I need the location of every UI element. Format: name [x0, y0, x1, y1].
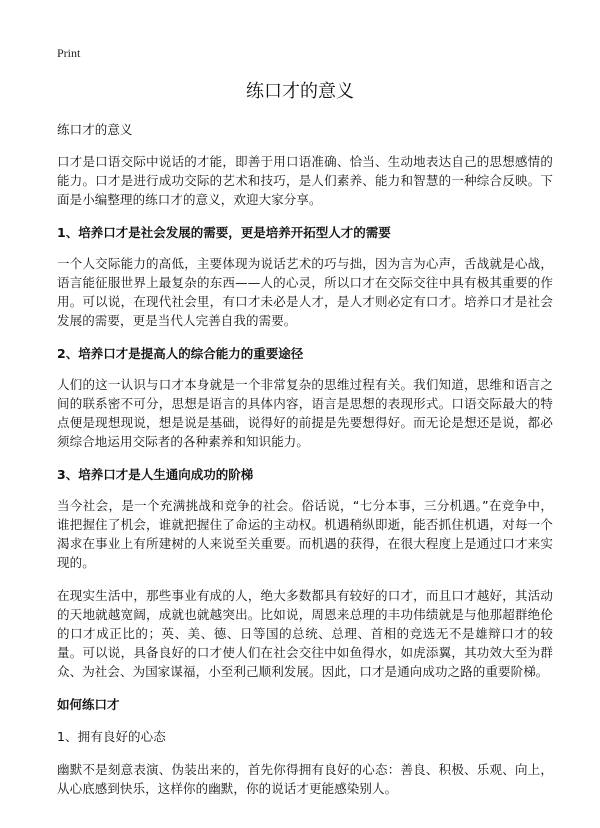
article-subtitle: 练口才的意义 — [57, 122, 133, 137]
article-body — [57, 120, 553, 798]
article-title: 练口才的意义 — [246, 81, 354, 102]
how-to-heading: 如何练口才 — [57, 697, 120, 712]
how-to-item-1-text: 幽默不是刻意表演、伪装出来的，首先你得拥有良好的心态：善良、积极、乐观、向上，从心底感到快乐，这样你的幽默，你的说话才更能感染别人。 — [57, 762, 553, 796]
intro-paragraph: 口才是口语交际中说话的才能，即善于用口语准确、恰当、生动地表达自己的思想感情的能力。口才是进行成功交际的艺术和技巧，是人们素养、能力和智慧的一种综合反映。下面是小编整理的练口才的意义，欢迎大家分享。 — [57, 154, 553, 207]
section-3-paragraph-2: 在现实生活中，那些事业有成的人，绝大多数都具有较好的口才，而且口才越好，其活动的天地就越宽阔，成就也就越突出。比如说，周恩来总理的丰功伟绩就是与他那超群绝伦的口才成正比的；英、美、德、日等国的总统、总理、首相的竞选无不是雄辩口才的较量。可以说，具备良好的口才使人们在社会交往中如鱼得水，如虎添翼，其功效大至为群众、为社会、为国家谋福，小至利己顺利发展。因此，口才是通向成功之路的重要阶梯。 — [57, 588, 553, 679]
section-3-heading: 3、培养口才是人生通向成功的阶梯 — [57, 467, 254, 482]
section-2-paragraph: 人们的这一认识与口才本身就是一个非常复杂的思维过程有关。我们知道，思维和语言之间的联系密不可分，思想是语言的具体内容，语言是思想的表现形式。口语交际最大的特点便是现想现说，想是说是基础，说得好的前提是先要想得好。而无论是想还是说，都必须综合地运用交际者的各种素养和知识能力。 — [57, 377, 553, 449]
section-3-paragraph-1: 当今社会，是一个充满挑战和竞争的社会。俗话说，“七分本事，三分机遇。”在竞争中，谁把握住了机会，谁就把握住了命运的主动权。机遇稍纵即逝，能否抓住机遇，对每一个渴求在事业上有所建树的人来说至关重要。而机遇的获得，在很大程度上是通过口才来实现的。 — [57, 498, 553, 570]
section-2-heading: 2、培养口才是提高人的综合能力的重要途径 — [57, 346, 304, 361]
print-link[interactable]: Print — [57, 46, 81, 60]
how-to-item-1-title: 1、拥有良好的心态 — [57, 729, 166, 744]
section-1-heading: 1、培养口才是社会发展的需要，更是培养开拓型人才的需要 — [57, 225, 391, 240]
section-1-paragraph: 一个人交际能力的高低，主要体现为说话艺术的巧与拙，因为言为心声，舌战就是心战，语言能征服世界上最复杂的东西——人的心灵，所以口才在交际交往中具有极其重要的作用。可以说，在现代社会里，有口才未必是人才，是人才则必定有口才。培养口才是社会发展的需要，更是当代人完善自我的需要。 — [57, 256, 553, 328]
